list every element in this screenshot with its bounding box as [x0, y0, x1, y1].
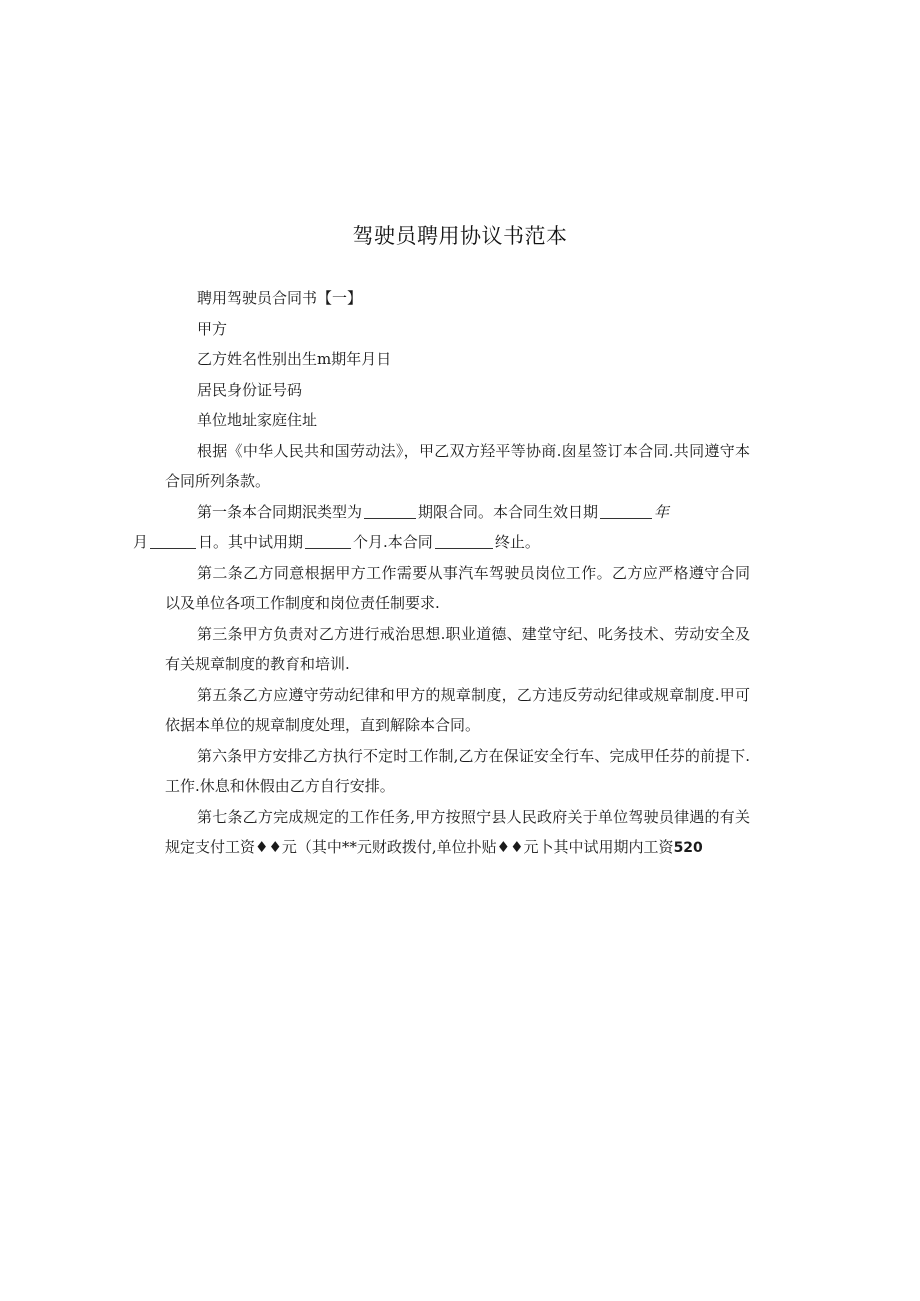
contract-heading: 聘用驾驶员合同书【一】	[197, 289, 363, 307]
article-3: 第三条甲方负责对乙方进行戒治思想.职业道德、建堂守纪、叱务技术、劳动安全及有关规章制度的教育和培训.	[165, 624, 750, 673]
document-body	[133, 283, 750, 864]
article-1-year: 年	[654, 502, 670, 521]
article-5: 第五条乙方应遵守劳动纪律和甲方的规章制度，乙方违反劳动纪律或规章制度.甲可依据本单位的规章制度处理，直到解除本合同。	[165, 685, 750, 734]
article-6: 第六条甲方安排乙方执行不定时工作制,乙方在保证安全行车、完成甲任芬的前提下.工作.休息和休假由乙方自行安排。	[165, 746, 750, 795]
effective-year-blank	[600, 503, 652, 519]
article-2: 第二条乙方同意根据甲方工作需要从事汽车驾驶员岗位工作。乙方应严格遵守合同以及单位各项工作制度和岗位责任制要求.	[165, 563, 750, 612]
article-7	[165, 802, 750, 864]
article-1-part3: 日。其中试用期	[198, 533, 304, 551]
article-1-part5: 终止。	[494, 533, 540, 551]
document-title: 驾驶员聘用协议书范本	[352, 224, 568, 248]
article-7-text: 第七条乙方完成规定的工作任务,甲方按照宁县人民政府关于单位驾驶员律遇的有关规定支付工资♦♦元（其中**元财政拨付,单位扑贴♦♦元卜其中试用期内工资	[165, 807, 750, 856]
party-a-line: 甲方	[197, 319, 228, 338]
article-1-part1: 第一条本合同期泯类型为	[197, 502, 363, 521]
article-1-month: 月	[133, 533, 149, 551]
termination-blank	[435, 533, 493, 549]
article-1-part4: 个月.本合同	[353, 533, 433, 551]
address-line: 单位地址家庭住址	[197, 411, 318, 429]
effective-day-blank	[150, 533, 196, 549]
party-b-info-line: 乙方姓名性别出生m期年月日	[197, 350, 392, 368]
article-1-part2: 期限合同。本合同生效日期	[418, 502, 599, 521]
probation-blank	[305, 533, 351, 549]
id-number-line: 居民身份证号码	[197, 380, 303, 399]
contract-type-blank	[364, 503, 416, 519]
article-1	[133, 497, 750, 558]
intro-paragraph: 根据《中华人民共和国劳动法》，甲乙双方羟平等协商.囱星签订本合同.共同遵守本合同所列条款。	[165, 441, 750, 490]
article-7-amount: 520	[673, 840, 703, 856]
